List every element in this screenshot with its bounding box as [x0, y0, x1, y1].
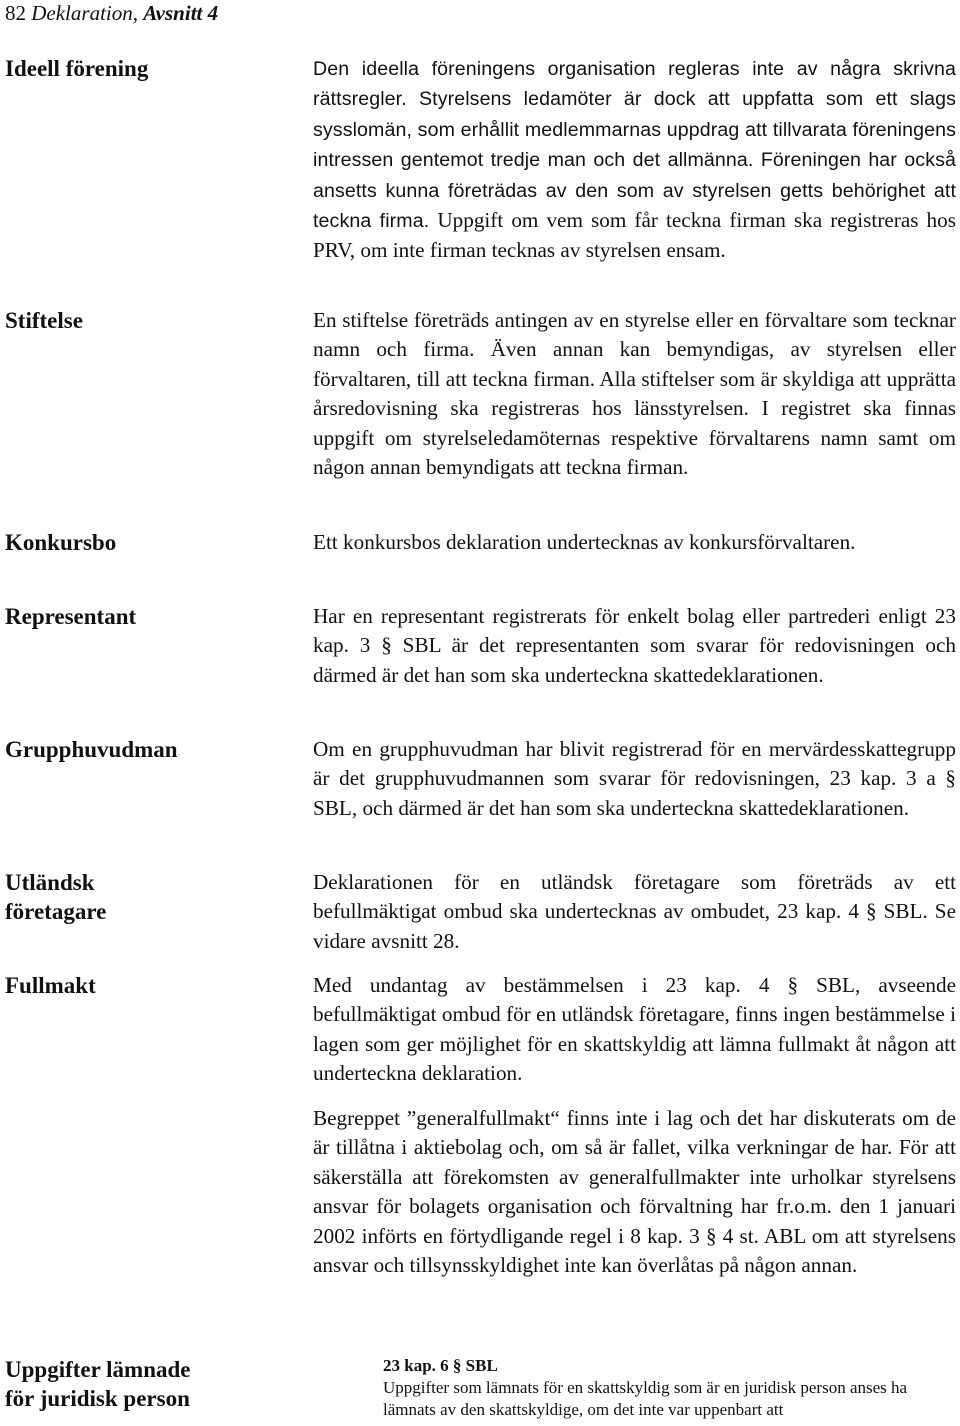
paragraph-fullmakt: Med undantag av bestämmelsen i 23 kap. 4 § SBL, avseende befullmäktigat ombud för en utländsk företagare, finns ingen bestämmelse i lagen som ger möjlighet för en skattskyldig att lämna fullmakt åt någon att underteckna deklaration. [313, 973, 956, 1086]
law-quote-title: 23 kap. 6 § SBL [383, 1356, 498, 1375]
page-number: 82 [5, 1, 26, 25]
heading-grupphuvudman: Grupphuvudman [5, 737, 178, 762]
heading-stiftelse: Stiftelse [5, 308, 83, 333]
law-quote [383, 1355, 958, 1421]
paragraph-konkursbo: Ett konkursbos deklaration undertecknas av konkursförvaltaren. [313, 530, 856, 554]
law-quote-text: Uppgifter som lämnats för en skattskyldig som är en juridisk person anses ha lämnats av den skattskyldige, om det inte var uppenbart att [383, 1378, 908, 1419]
paragraph-ideell-forening-sans: Den ideella föreningens organisation regleras inte av några skrivna rättsregler. Styrelsens ledamöter är dock att uppfatta som ett slags sysslomän, som erhållit medlemmarnas uppdrag att tillvarata föreningens intressen gentemot tredje man och det allmänna. Föreningen har också ansetts kunna företrädas av den som av styrelsen getts behörighet att teckna firma. [313, 58, 956, 233]
heading-konkursbo: Konkursbo [5, 530, 117, 555]
heading-fullmakt: Fullmakt [5, 973, 96, 998]
section-label: Avsnitt 4 [143, 1, 219, 25]
paragraph-ideell-forening [313, 54, 956, 266]
paragraph-generalfullmakt: Begreppet ”generalfullmakt“ finns inte i lag och det har diskuterats om de är tillåtna i aktiebolag och, om så är fallet, vilka verkningar de har. För att säkerställa att förekomsten av generalfullmakter inte urholkar styrelsens ansvar för bolagets organisation och förvaltning har fr.o.m. den 1 januari 2002 införts en förtydligande regel i 8 kap. 3 § 4 st. ABL om att styrelsens ansvar och tillsynsskyldighet inte kan överlåtas på någon annan. [313, 1106, 956, 1278]
heading-ideell-forening: Ideell förening [5, 56, 149, 81]
heading-representant: Representant [5, 604, 137, 629]
paragraph-grupphuvudman: Om en grupphuvudman har blivit registrerad för en mervärdesskattegrupp är det grupphuvudmannen som svarar för redovisningen, 23 kap. 3 a § SBL, och därmed är det han som ska underteckna skattedeklarationen. [313, 737, 956, 820]
heading-utlandsk-foretagare: Utländsk företagare [5, 870, 107, 925]
page-header [5, 1, 218, 25]
paragraph-ideell-forening-serif: Uppgift om vem som får teckna firman ska registreras hos PRV, om inte firman tecknas av styrelsen ensam. [313, 208, 956, 263]
paragraph-stiftelse: En stiftelse företräds antingen av en styrelse eller en förvaltare som tecknar namn och firma. Även annan kan bemyndigas, av styrelsen eller förvaltaren, till att teckna firman. Alla stiftelser som är skyldiga att upprätta årsredovisning ska registreras hos länsstyrelsen. I registret ska finnas uppgift om styrelseledamöternas respektive förvaltarens namn samt om någon annan bemyndigats att teckna firman. [313, 308, 956, 480]
paragraph-representant: Har en representant registrerats för enkelt bolag eller partrederi enligt 23 kap. 3 § SBL är det representanten som svarar för redovisningen och därmed är det han som ska underteckna skattedeklarationen. [313, 604, 956, 687]
paragraph-utlandsk-foretagare: Deklarationen för en utländsk företagare som företräds av ett befullmäktigat ombud ska undertecknas av ombudet, 23 kap. 4 § SBL. Se vidare avsnitt 28. [313, 870, 956, 953]
document-title: Deklaration, [31, 1, 138, 25]
heading-uppgifter-juridisk-person: Uppgifter lämnade för juridisk person [5, 1357, 191, 1412]
